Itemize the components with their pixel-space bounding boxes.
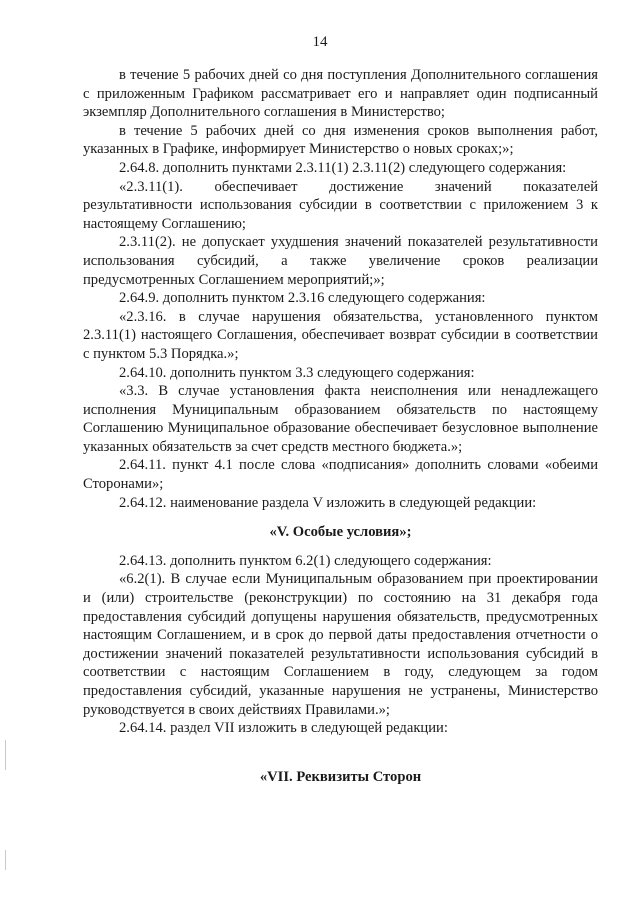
paragraph-4: «2.3.11(1). обеспечивает достижение значений показателей результативности использования субсидии в соответствии с приложением 3 к настоящему Соглашению; [83,178,598,232]
paragraph-12: 2.64.13. дополнить пунктом 6.2(1) следующего содержания: [119,552,492,569]
page-number: 14 [312,34,328,50]
paragraph-6: 2.64.9. дополнить пунктом 2.3.16 следующего содержания: [119,290,486,307]
paragraph-5: 2.3.11(2). не допускает ухудшения значений показателей результативности использования субсидий, а также увеличение сроков реализации предусмотренных Соглашением мероприятий;»; [83,234,598,288]
paragraph-3: 2.64.8. дополнить пунктами 2.3.11(1) 2.3.11(2) следующего содержания: [119,159,567,176]
paragraph-9: «3.3. В случае установления факта неисполнения или ненадлежащего исполнения Муниципальным образованием обязательств по настоящему Соглашению Муниципальное образование обеспечивает безусловное выполнение указанных обязательств за счет средств местного бюджета.»; [83,383,598,455]
section-heading-v: «V. Особые условия»; [269,524,412,541]
paragraph-14: 2.64.14. раздел VII изложить в следующей редакции: [119,720,448,737]
scan-edge-mark [5,850,6,870]
paragraph-10: 2.64.11. пункт 4.1 после слова «подписания» дополнить словами «обеими Сторонами»; [83,457,598,493]
paragraph-13: «6.2(1). В случае если Муниципальным образованием при проектировании и (или) строительстве (реконструкции) по состоянию на 31 декабря года предоставления субсидий допущены нарушения обязательств, предусмотренных настоящим Соглашением, и в срок до первой даты предоставления отчетности о достижении значений показателей результативности использования субсидий в соответствии с настоящим Соглашением в году, следующем за годом предоставления субсидий, указанные нарушения не устранены, Министерство руководствуется в своих действиях Правилами.»; [83,571,598,718]
section-heading-vii: «VII. Реквизиты Сторон [259,768,422,785]
document-body [83,66,598,796]
paragraph-7: «2.3.16. в случае нарушения обязательства, установленного пунктом 2.3.11(1) настоящего Соглашения, обеспечивает возврат субсидии в соответствии с пунктом 5.3 Порядка.»; [83,308,598,362]
paragraph-11: 2.64.12. наименование раздела V изложить в следующей редакции: [119,494,537,511]
scan-edge-mark [5,740,6,770]
paragraph-1: в течение 5 рабочих дней со дня поступления Дополнительного соглашения с приложенным Графиком рассматривает его и направляет один подписанный экземпляр Дополнительного соглашения в Министерство; [83,67,598,121]
paragraph-2: в течение 5 рабочих дней со дня изменения сроков выполнения работ, указанных в Графике, информирует Министерство о новых сроках;»; [83,122,598,158]
paragraph-8: 2.64.10. дополнить пунктом 3.3 следующего содержания: [119,364,475,381]
